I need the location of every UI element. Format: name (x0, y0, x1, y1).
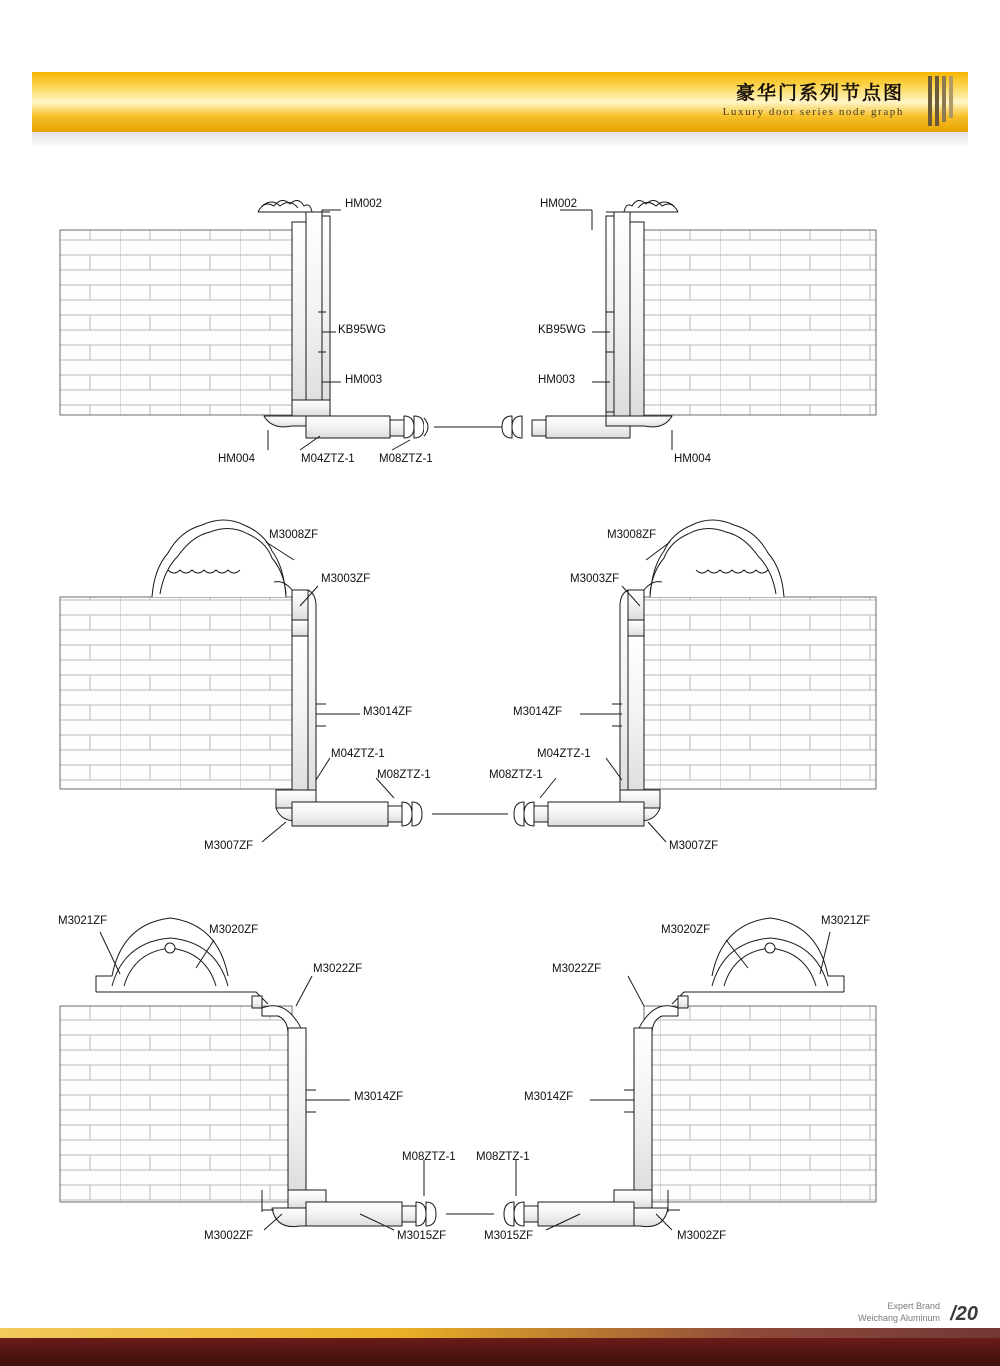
label-m3022zf-right: M3022ZF (552, 963, 602, 975)
label-m08ztz1-s2-left: M08ZTZ-1 (377, 769, 431, 781)
page-title: 豪华门系列节点图 (735, 82, 904, 104)
label-m04ztz1-s2-right: M04ZTZ-1 (537, 748, 591, 760)
section-3-drawing (60, 918, 876, 1230)
label-m08ztz1-s1: M08ZTZ-1 (379, 453, 433, 465)
label-hm004-right: HM004 (674, 453, 712, 465)
footer-brand (858, 1300, 940, 1324)
label-m08ztz1-s3-left: M08ZTZ-1 (402, 1151, 456, 1163)
drawing-area (0, 150, 1000, 1300)
label-m3003zf-left: M3003ZF (321, 573, 371, 585)
footer-bar (0, 1338, 1000, 1366)
label-m3002zf-left: M3002ZF (204, 1230, 254, 1242)
label-m3002zf-right: M3002ZF (677, 1230, 727, 1242)
label-m3021zf-left: M3021ZF (58, 915, 108, 927)
label-m04ztz1-s2-left: M04ZTZ-1 (331, 748, 385, 760)
label-m3014zf-s2-right: M3014ZF (513, 706, 563, 718)
label-m08ztz1-s3-right: M08ZTZ-1 (476, 1151, 530, 1163)
footer-wave-decoration (0, 1328, 1000, 1338)
label-m3014zf-s3-right: M3014ZF (524, 1091, 574, 1103)
label-m08ztz1-s2-right: M08ZTZ-1 (489, 769, 543, 781)
label-kb95wg-left: KB95WG (338, 324, 386, 336)
label-hm003-right: HM003 (538, 374, 576, 386)
label-m3020zf-right: M3020ZF (661, 924, 711, 936)
label-m3007zf-right: M3007ZF (669, 840, 719, 852)
label-m3014zf-s2-left: M3014ZF (363, 706, 413, 718)
label-hm003-left: HM003 (345, 374, 383, 386)
label-m3020zf-left: M3020ZF (209, 924, 259, 936)
label-m3007zf-left: M3007ZF (204, 840, 254, 852)
page-number: /20 (950, 1303, 978, 1325)
footer-brand-line2: Weichang Aluminum (858, 1313, 940, 1323)
label-m04ztz1-s1: M04ZTZ-1 (301, 453, 355, 465)
page-subtitle: Luxury door series node graph (722, 106, 904, 118)
banner-bars-decoration (928, 76, 954, 126)
header-banner-shadow (32, 132, 968, 148)
label-m3021zf-right: M3021ZF (821, 915, 871, 927)
label-m3008zf-left: M3008ZF (269, 529, 319, 541)
label-kb95wg-right: KB95WG (538, 324, 586, 336)
technical-drawing-svg (0, 150, 1000, 1300)
label-m3008zf-right: M3008ZF (607, 529, 657, 541)
label-m3015zf-right: M3015ZF (484, 1230, 534, 1242)
footer-brand-line1: Expert Brand (887, 1301, 940, 1311)
section-1-drawing (60, 200, 876, 450)
label-hm004-left: HM004 (218, 453, 256, 465)
section-2-drawing (60, 520, 876, 842)
label-m3015zf-left: M3015ZF (397, 1230, 447, 1242)
label-m3003zf-right: M3003ZF (570, 573, 620, 585)
label-m3014zf-s3-left: M3014ZF (354, 1091, 404, 1103)
label-m3022zf-left: M3022ZF (313, 963, 363, 975)
label-hm002-right: HM002 (540, 198, 578, 210)
label-hm002-left: HM002 (345, 198, 383, 210)
